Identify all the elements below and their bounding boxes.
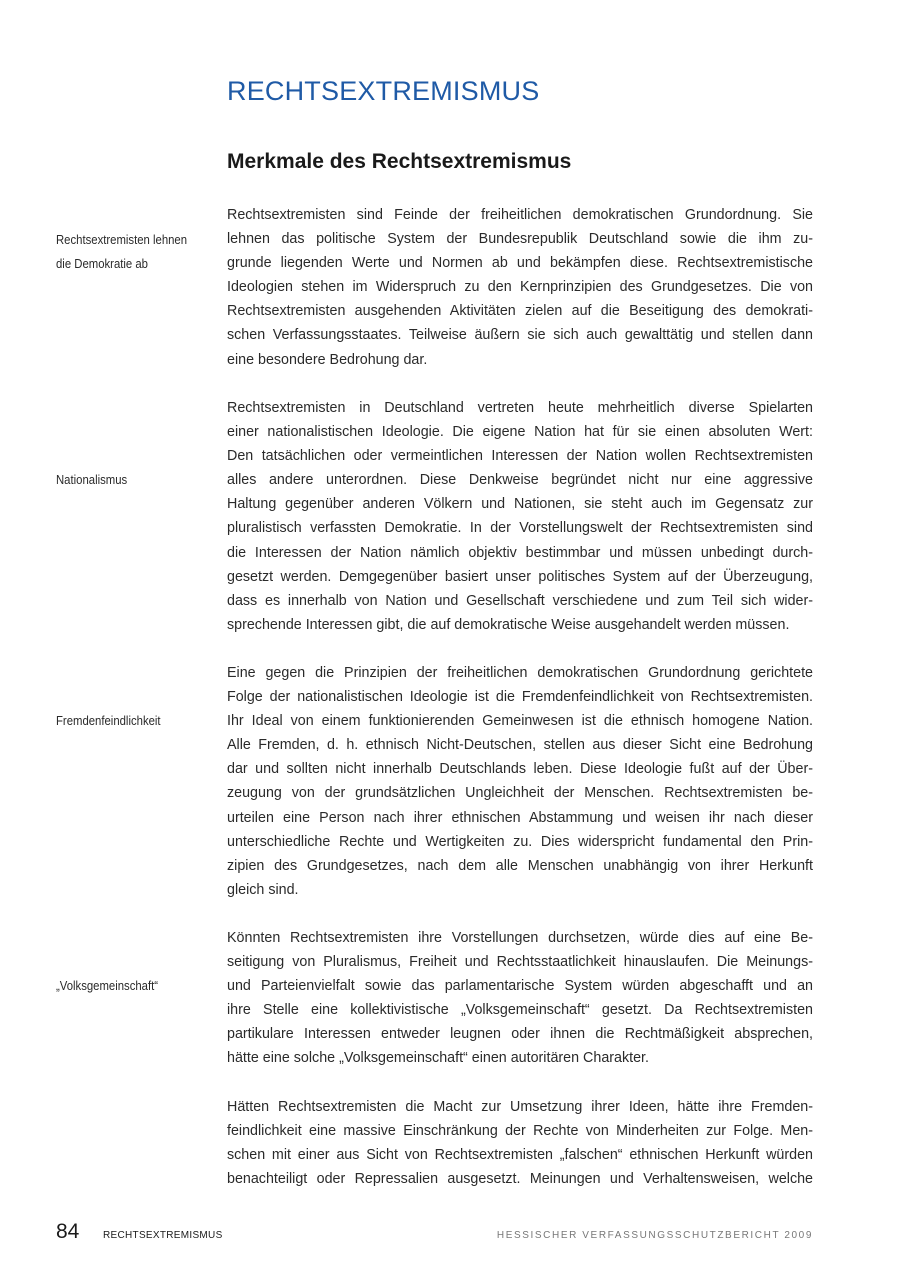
footer-report-title: HESSISCHER VERFASSUNGSSCHUTZBERICHT 2009 (496, 1230, 813, 1241)
text-line: zeugung von der grundsätzlichen Ungleichheit der Menschen. Rechtsextremisten be- (227, 785, 813, 802)
body-paragraph-2 (227, 396, 813, 637)
margin-note-line: Fremdenfeindlichkeit (56, 714, 161, 728)
text-line: partikulare Interessen entweder leugnen oder ihnen die Rechtmäßigkeit absprechen, (227, 1026, 813, 1043)
margin-note-demokratie (56, 228, 200, 276)
text-line: eine besondere Bedrohung dar. (227, 351, 428, 368)
margin-note-line: Nationalismus (56, 473, 128, 487)
text-line: benachteiligt oder Repressalien ausgesetzt. Meinungen und Verhaltensweisen, welche (227, 1171, 813, 1188)
text-line: Könnten Rechtsextremisten ihre Vorstellungen durchsetzen, würde dies auf eine Be- (227, 930, 813, 946)
text-line: alles andere unterordnen. Diese Denkweise begründet nicht nur eine aggressive (227, 472, 813, 489)
text-line: dass es innerhalb von Nation und Gesellschaft verschiedene und zum Teil sich wider- (227, 592, 813, 609)
text-line: und Parteienvielfalt sowie das parlamentarische System würden abgeschafft und an (227, 978, 813, 995)
text-line: unterschiedliche Rechte und Wertigkeiten zu. Dies widerspricht fundamental den Prin- (227, 833, 813, 850)
margin-note-line: die Demokratie ab (56, 257, 148, 272)
page-number: 84 (56, 1220, 80, 1243)
text-line: Ideologien stehen im Widerspruch zu den Kernprinzipien des Grundgesetzes. Die von (227, 279, 813, 296)
text-line: die Interessen der Nation nämlich objektiv bestimmbar und müssen unbedingt durch- (227, 544, 813, 561)
chapter-title: RECHTSEXTREMISMUS (227, 76, 540, 106)
text-line: Den tatsächlichen oder vermeintlichen Interessen der Nation wollen Rechtsextremisten (227, 448, 813, 465)
body-paragraph-1 (227, 203, 813, 372)
text-line: Alle Fremden, d. h. ethnisch Nicht-Deutschen, stellen aus dieser Sicht eine Bedrohung (227, 737, 813, 754)
body-paragraph-5 (227, 1095, 813, 1191)
text-line: lehnen das politische System der Bundesrepublik Deutschland sowie die ihm zu- (227, 231, 813, 248)
text-line: dar und sollten nicht innerhalb Deutschlands leben. Diese Ideologie fußt auf der Über- (227, 761, 813, 778)
text-line: einer nationalistischen Ideologie. Die eigene Nation hat für sie einen absoluten Wert: (227, 424, 813, 441)
text-line: Ihr Ideal von einem funktionierenden Gemeinwesen ist die ethnisch homogene Nation. (227, 713, 813, 730)
text-line: Haltung gegenüber anderen Völkern und Nationen, sie steht auch im Gegensatz zur (227, 496, 813, 513)
text-line: zipien des Grundgesetzes, nach dem alle Menschen unabhängig von ihrer Herkunft (227, 857, 813, 874)
text-line: Folge der nationalistischen Ideologie ist die Fremdenfeindlichkeit von Rechtsextremisten. (227, 689, 813, 706)
text-line: Rechtsextremisten ausgehenden Aktivitäten zielen auf die Beseitigung des demokrati- (227, 303, 813, 320)
text-line: pluralistisch verfassten Demokratie. In der Vorstellungswelt der Rechtsextremisten sind (227, 520, 813, 537)
body-paragraph-3 (227, 661, 813, 902)
margin-note-volksgemeinschaft (56, 974, 200, 998)
body-paragraph-4 (227, 926, 813, 1071)
text-line: seitigung von Pluralismus, Freiheit und Rechtsstaatlichkeit hinauslaufen. Die Meinungs- (227, 954, 813, 971)
text-line: feindlichkeit eine massive Einschränkung der Rechte von Minderheiten zur Folge. Men- (227, 1123, 813, 1140)
text-line: urteilen eine Person nach ihrer ethnischen Abstammung und weisen ihr nach dieser (227, 809, 813, 826)
text-line: schen Verfassungsstaates. Teilweise äußern sie sich auch gewalttätig und stellen dann (227, 327, 813, 344)
footer-chapter: RECHTSEXTREMISMUS (103, 1230, 223, 1241)
text-line: Eine gegen die Prinzipien der freiheitlichen demokratischen Grundordnung gerichtete (227, 665, 813, 681)
margin-note-fremdenfeindlichkeit (56, 709, 200, 733)
text-line: Rechtsextremisten in Deutschland vertreten heute mehrheitlich diverse Spielarten (227, 400, 813, 416)
text-line: gesetzt werden. Demgegenüber basiert unser politisches System auf der Überzeugung, (227, 568, 813, 585)
margin-note-nationalismus (56, 468, 200, 492)
text-line: hätte eine solche „Volksgemeinschaft“ einen autoritären Charakter. (227, 1050, 650, 1067)
text-line: Hätten Rechtsextremisten die Macht zur Umsetzung ihrer Ideen, hätte ihre Fremden- (227, 1099, 813, 1115)
margin-note-line: „Volksgemeinschaft“ (56, 979, 159, 993)
text-line: schen mit einer aus Sicht von Rechtsextremisten „falschen“ ethnischen Herkunft würden (227, 1147, 813, 1164)
margin-note-line: Rechtsextremisten lehnen (56, 233, 188, 247)
text-line: ihre Stelle eine kollektivistische „Volksgemeinschaft“ gesetzt. Da Rechtsextremisten (227, 1002, 813, 1019)
text-line: sprechende Interessen gibt, die auf demokratische Weise ausgehandelt werden müssen. (227, 616, 790, 633)
text-line: Rechtsextremisten sind Feinde der freiheitlichen demokratischen Grundordnung. Sie (227, 207, 813, 223)
text-line: gleich sind. (227, 881, 299, 898)
section-title: Merkmale des Rechtsextremismus (227, 150, 572, 173)
text-line: grunde liegenden Werte und Normen ab und bekämpfen diese. Rechtsextremistische (227, 255, 813, 272)
